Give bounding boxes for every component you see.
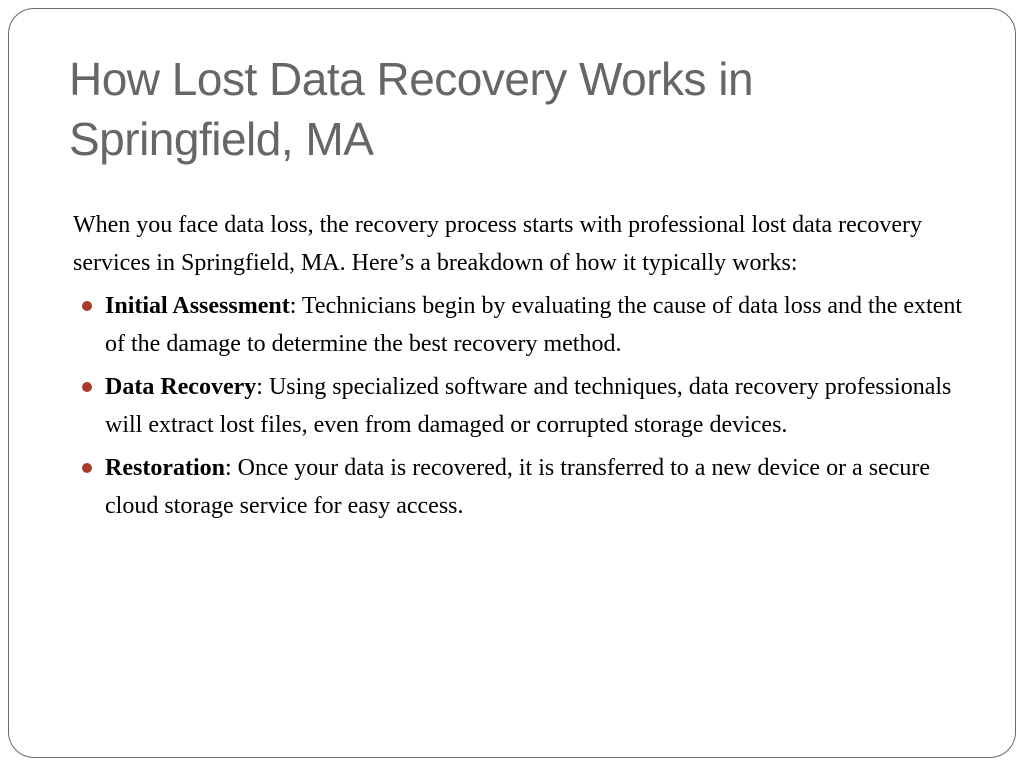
- intro-paragraph: When you face data loss, the recovery process starts with professional lost data recovery services in Springfield, MA. Here’s a breakdown of how it typically works:: [73, 212, 923, 276]
- bullet-item-data-recovery: [73, 368, 973, 444]
- bullet-term: Initial Assessment: [105, 293, 290, 319]
- bullet-list: [73, 287, 973, 525]
- bullet-separator: :: [224, 455, 232, 481]
- bullet-dot-icon: [82, 301, 92, 311]
- slide-body: [73, 206, 973, 525]
- bullet-term: Restoration: [105, 455, 225, 481]
- bullet-separator: :: [289, 293, 297, 319]
- bullet-term: Data Recovery: [105, 374, 257, 400]
- slide-title: How Lost Data Recovery Works in Springfield, MA: [69, 53, 754, 165]
- bullet-separator: :: [256, 374, 263, 400]
- bullet-text: Using specialized software and techniques, data recovery professionals will extract lost files, even from damaged or corrupted storage devices.: [105, 374, 952, 438]
- bullet-text: Technicians begin by evaluating the cause of data loss and the extent of the damage to determine the best recovery method.: [105, 293, 963, 357]
- bullet-dot-icon: [82, 463, 92, 473]
- slide: [8, 8, 1016, 758]
- bullet-text: Once your data is recovered, it is transferred to a new device or a secure cloud storage service for easy access.: [105, 455, 930, 519]
- bullet-item-initial-assessment: [73, 287, 973, 363]
- bullet-dot-icon: [82, 382, 92, 392]
- bullet-item-restoration: [73, 449, 973, 525]
